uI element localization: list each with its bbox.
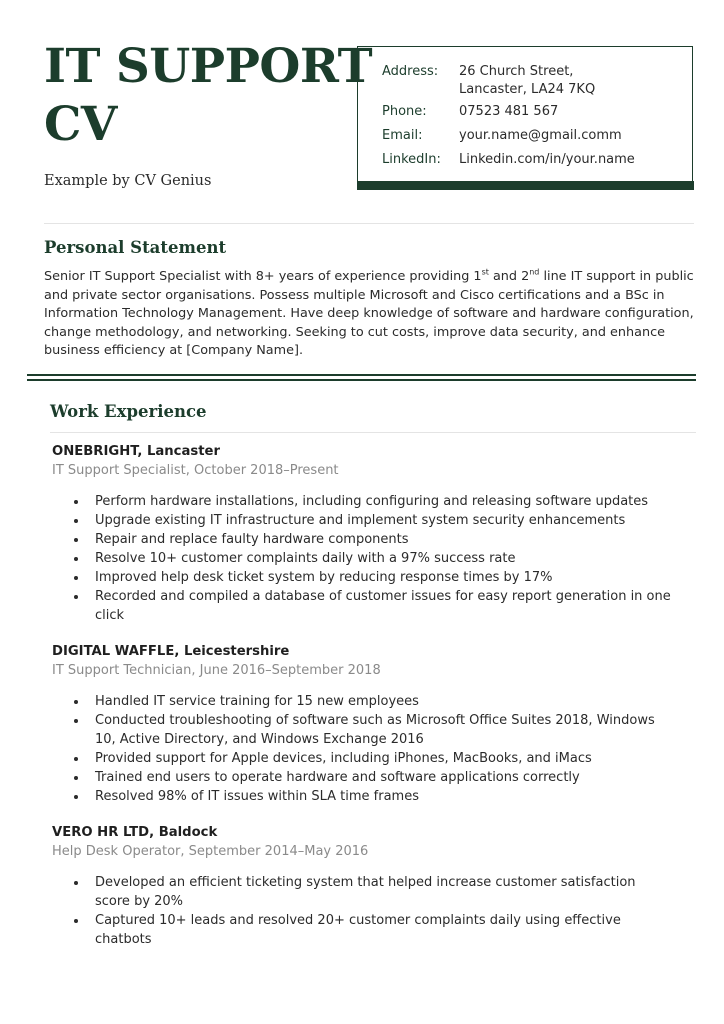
list-item: Repair and replace faulty hardware components bbox=[73, 530, 673, 549]
contact-address-line-2: Lancaster, LA24 7KQ bbox=[459, 82, 596, 97]
contact-email-label: Email: bbox=[382, 128, 423, 143]
statement-text-part-2: and 2 bbox=[488, 269, 530, 284]
contact-box-accent-bar bbox=[357, 181, 694, 190]
statement-sup-2: nd bbox=[529, 267, 540, 277]
section-divider-bottom-line bbox=[27, 379, 696, 381]
list-item: Upgrade existing IT infrastructure and implement system security enhancements bbox=[73, 511, 673, 530]
list-item: Captured 10+ leads and resolved 20+ customer complaints daily using effective chatbots bbox=[73, 911, 673, 949]
contact-phone-label: Phone: bbox=[382, 104, 427, 119]
list-item: Resolved 98% of IT issues within SLA time frames bbox=[73, 787, 673, 806]
job-2-bullets bbox=[73, 692, 673, 806]
list-item: Provided support for Apple devices, including iPhones, MacBooks, and iMacs bbox=[73, 749, 673, 768]
work-experience-heading: Work Experience bbox=[50, 402, 207, 421]
job-2-employer: DIGITAL WAFFLE, Leicestershire bbox=[52, 644, 290, 659]
list-item: Perform hardware installations, including configuring and releasing software updates bbox=[73, 492, 673, 511]
statement-text-part-1: Senior IT Support Specialist with 8+ years of experience providing 1 bbox=[44, 269, 482, 284]
job-1-employer: ONEBRIGHT, Lancaster bbox=[52, 444, 220, 459]
cv-title-line-2: CV bbox=[44, 97, 117, 152]
header-divider bbox=[44, 223, 694, 224]
contact-address-line-1: 26 Church Street, bbox=[459, 64, 574, 79]
list-item: Developed an efficient ticketing system that helped increase customer satisfaction score by 20% bbox=[73, 873, 673, 911]
contact-linkedin-value: Linkedin.com/in/your.name bbox=[459, 152, 635, 167]
contact-box bbox=[357, 46, 693, 183]
list-item: Handled IT service training for 15 new employees bbox=[73, 692, 673, 711]
section-divider-top-line bbox=[27, 374, 696, 376]
contact-phone-value: 07523 481 567 bbox=[459, 104, 559, 119]
contact-address-label: Address: bbox=[382, 64, 439, 79]
personal-statement-text bbox=[44, 268, 694, 361]
list-item: Conducted troubleshooting of software such as Microsoft Office Suites 2018, Windows 10, Active Directory, and Windows Exchange 2016 bbox=[73, 711, 673, 749]
statement-text-part-3: line IT support in public and private sector organisations. Possess multiple Microsoft and Cisco certifications and a BSc in Information Technology Management. Have deep knowledge of software and hardware configuration, change methodology, and networking. Seeking to cut costs, improve data security, and enhance business efficiency at [Company Name]. bbox=[44, 269, 694, 358]
job-3-bullets bbox=[73, 873, 673, 949]
statement-sup-1: st bbox=[481, 267, 489, 277]
personal-statement-heading: Personal Statement bbox=[44, 238, 227, 257]
work-experience-divider bbox=[50, 432, 696, 433]
job-1-role: IT Support Specialist, October 2018–Present bbox=[52, 463, 339, 478]
cv-subtitle: Example by CV Genius bbox=[44, 173, 212, 189]
cv-title bbox=[44, 38, 372, 154]
list-item: Recorded and compiled a database of customer issues for easy report generation in one click bbox=[73, 587, 673, 625]
job-1-bullets bbox=[73, 492, 673, 625]
job-3-role: Help Desk Operator, September 2014–May 2016 bbox=[52, 844, 369, 859]
list-item: Improved help desk ticket system by reducing response times by 17% bbox=[73, 568, 673, 587]
job-2-role: IT Support Technician, June 2016–September 2018 bbox=[52, 663, 381, 678]
contact-email-value: your.name@gmail.comm bbox=[459, 128, 622, 143]
contact-linkedin-label: LinkedIn: bbox=[382, 152, 441, 167]
cv-title-line-1: IT SUPPORT bbox=[44, 39, 373, 94]
list-item: Trained end users to operate hardware and software applications correctly bbox=[73, 768, 673, 787]
list-item: Resolve 10+ customer complaints daily with a 97% success rate bbox=[73, 549, 673, 568]
job-3-employer: VERO HR LTD, Baldock bbox=[52, 825, 218, 840]
